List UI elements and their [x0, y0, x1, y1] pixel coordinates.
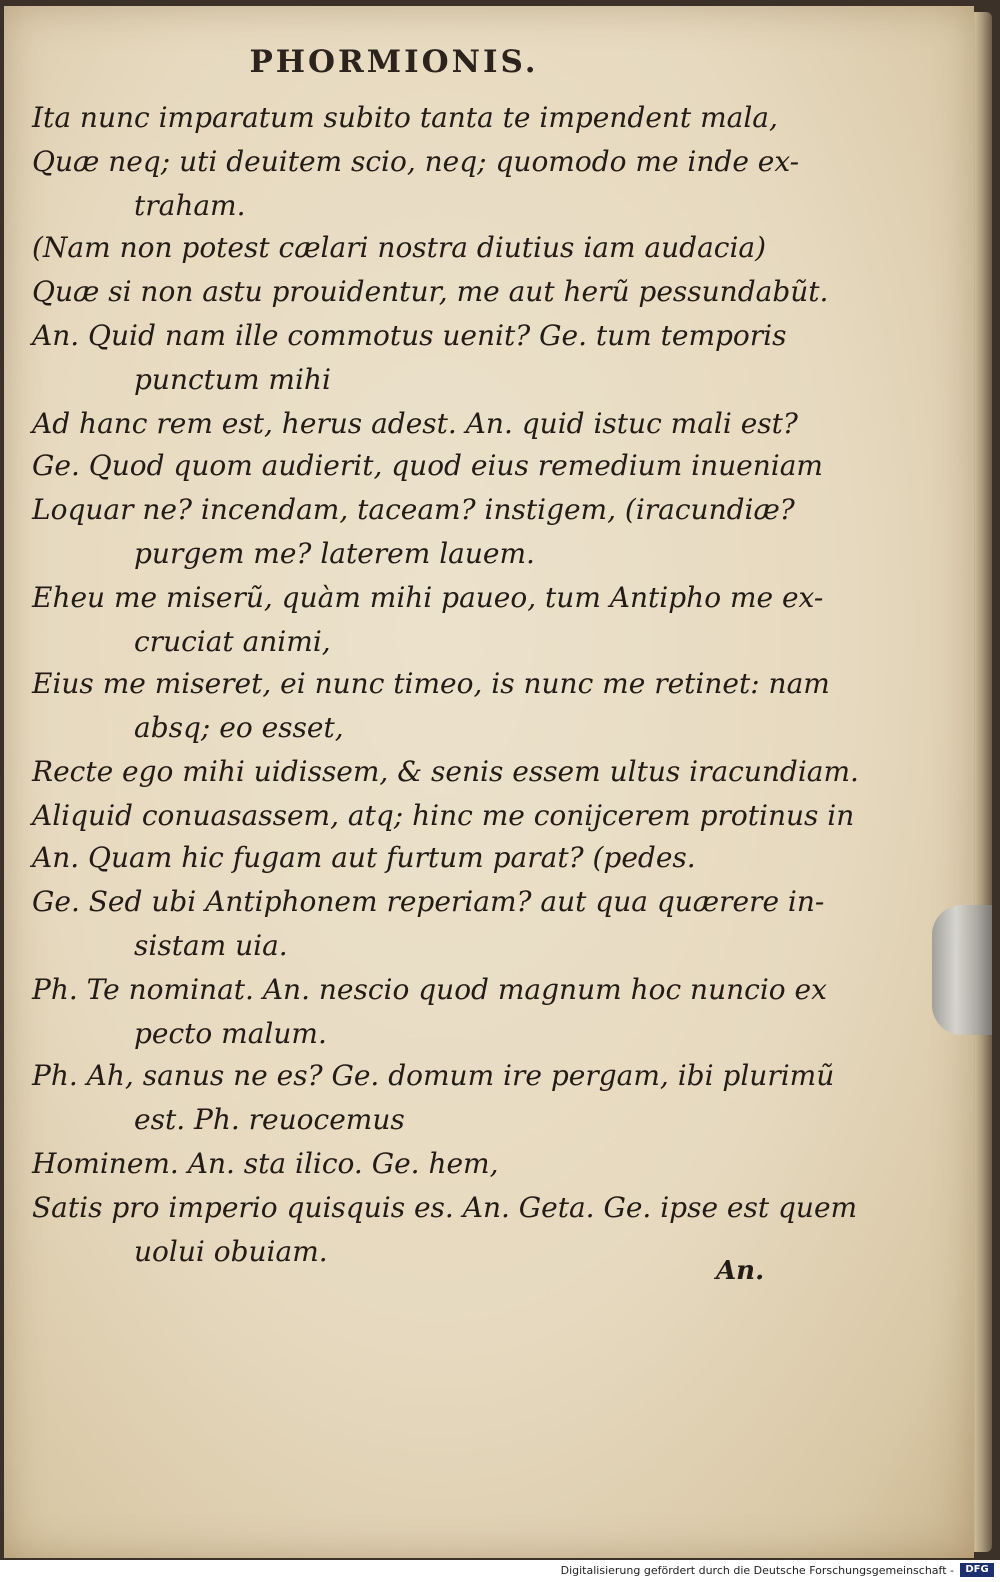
verse-line: punctum mihi	[134, 363, 331, 396]
verse-line: Ita nunc imparatum subito tanta te impendent mala,	[32, 101, 778, 134]
verse-line: traham.	[134, 189, 246, 222]
page-clip	[932, 905, 992, 1035]
verse-line: An. Quid nam ille commotus uenit? Ge. tum temporis	[32, 319, 787, 352]
verse-line: cruciat animi,	[134, 625, 331, 658]
verse-line: Loquar ne? incendam, taceam? instigem, (iracundiæ?	[32, 493, 795, 526]
verse-line: An. Quam hic fugam aut furtum parat? (pedes.	[32, 841, 696, 874]
verse-line: sistam uia.	[134, 929, 288, 962]
dfg-logo-icon: DFG	[960, 1563, 994, 1577]
verse-line: (Nam non potest cælari nostra diutius iam audacia)	[32, 231, 767, 264]
verse-line: Satis pro imperio quisquis es. An. Geta. Ge. ipse est quem	[32, 1191, 858, 1224]
verse-line: Quæ si non astu prouidentur, me aut herũ pessundabũt.	[32, 275, 829, 308]
book-page	[4, 6, 974, 1558]
verse-line: Eheu me miserũ, quàm mihi paueo, tum Antipho me ex-	[32, 581, 824, 614]
verse-line: Ge. Quod quom audierit, quod eius remedium inueniam	[32, 449, 823, 482]
verse-line: Hominem. An. sta ilico. Ge. hem,	[32, 1147, 499, 1180]
verse-line: pecto malum.	[134, 1017, 327, 1050]
verse-line: Recte ego mihi uidissem, & senis essem ultus iracundiam.	[32, 755, 859, 788]
verse-line: Ph. Ah, sanus ne es? Ge. domum ire pergam, ibi plurimũ	[32, 1059, 835, 1092]
verse-line: Quæ neq; uti deuitem scio, neq; quomodo me inde ex-	[32, 145, 800, 178]
verse-line: est. Ph. reuocemus	[134, 1103, 405, 1136]
verse-line: Ad hanc rem est, herus adest. An. quid istuc mali est?	[32, 407, 798, 440]
running-title: PHORMIONIS.	[249, 44, 539, 80]
verse-line: Eius me miseret, ei nunc timeo, is nunc me retinet: nam	[32, 667, 830, 700]
catchword: An.	[716, 1256, 765, 1286]
verse-line: Aliquid conuasassem, atq; hinc me conijcerem protinus in	[32, 799, 855, 832]
verse-line: Ge. Sed ubi Antiphonem reperiam? aut qua quærere in-	[32, 885, 825, 918]
verse-line: purgem me? laterem lauem.	[134, 537, 535, 570]
verse-line: uolui obuiam.	[134, 1235, 328, 1268]
verse-line: absq; eo esset,	[134, 711, 344, 744]
footer-credit: Digitalisierung gefördert durch die Deutsche Forschungsgemeinschaft -	[560, 1564, 954, 1577]
verse-line: Ph. Te nominat. An. nescio quod magnum hoc nuncio ex	[32, 973, 827, 1006]
